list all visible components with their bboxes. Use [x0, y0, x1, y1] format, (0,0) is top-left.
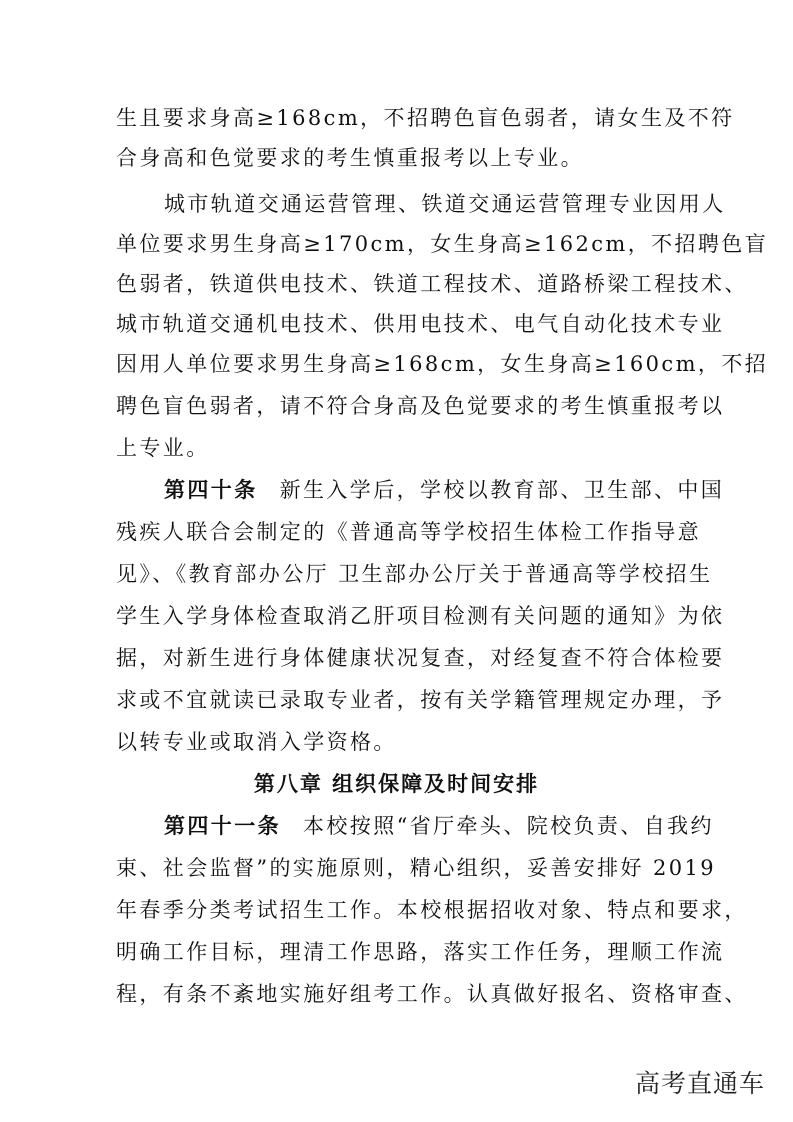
text-line: 城市轨道交通运营管理、铁道交通运营管理专业因用人 [164, 192, 726, 216]
text-line: 以转专业或取消入学资格。 [116, 730, 397, 754]
text-line: 色弱者，铁道供电技术、铁道工程技术、道路桥梁工程技术、 [116, 272, 748, 296]
article-41-first-line [164, 806, 714, 846]
text-line: 明确工作目标，理清工作思路，落实工作任务，理顺工作流 [116, 940, 725, 964]
text-line: 程，有条不紊地实施好组考工作。认真做好报名、资格审查、 [116, 982, 748, 1006]
text-line: 据，对新生进行身体健康状况复查，对经复查不符合体检要 [116, 646, 725, 670]
text-line: 上专业。 [116, 436, 210, 460]
text-line: 城市轨道交通机电技术、供用电技术、电气自动化技术专业 [116, 312, 725, 336]
article-40-first-line [164, 470, 725, 510]
text-line: 因用人单位要求男生身高≥168cm，女生身高≥160cm，不招 [116, 352, 769, 376]
text-line: 合身高和色觉要求的考生慎重报考以上专业。 [116, 146, 584, 170]
chapter-heading: 第八章 组织保障及时间安排 [253, 772, 540, 796]
text-line: 求或不宜就读已录取专业者，按有关学籍管理规定办理，予 [116, 688, 725, 712]
text-line: 生且要求身高≥168cm，不招聘色盲色弱者，请女生及不符 [116, 106, 735, 130]
text-span: 新生入学后，学校以教育部、卫生部、中国 [279, 478, 725, 502]
watermark-text: 高考直通车 [634, 1069, 765, 1098]
article-41-label: 第四十一条 [164, 814, 281, 838]
text-line: 见》、《教育部办公厅 卫生部办公厅关于普通高等学校招生 [116, 562, 713, 586]
text-line: 单位要求男生身高≥170cm，女生身高≥162cm，不招聘色盲 [116, 232, 769, 256]
text-line: 束、社会监督”的实施原则，精心组织，妥善安排好 2019 [116, 856, 717, 880]
article-40-label: 第四十条 [164, 478, 258, 502]
text-span: 本校按照“省厅牵头、院校负责、自我约 [303, 814, 714, 838]
text-line: 聘色盲色弱者，请不符合身高及色觉要求的考生慎重报考以 [116, 394, 725, 418]
text-line: 学生入学身体检查取消乙肝项目检测有关问题的通知》为依 [116, 604, 725, 628]
text-line: 残疾人联合会制定的《普通高等学校招生体检工作指导意 [116, 520, 701, 544]
text-line: 年春季分类考试招生工作。本校根据招收对象、特点和要求， [116, 898, 748, 922]
